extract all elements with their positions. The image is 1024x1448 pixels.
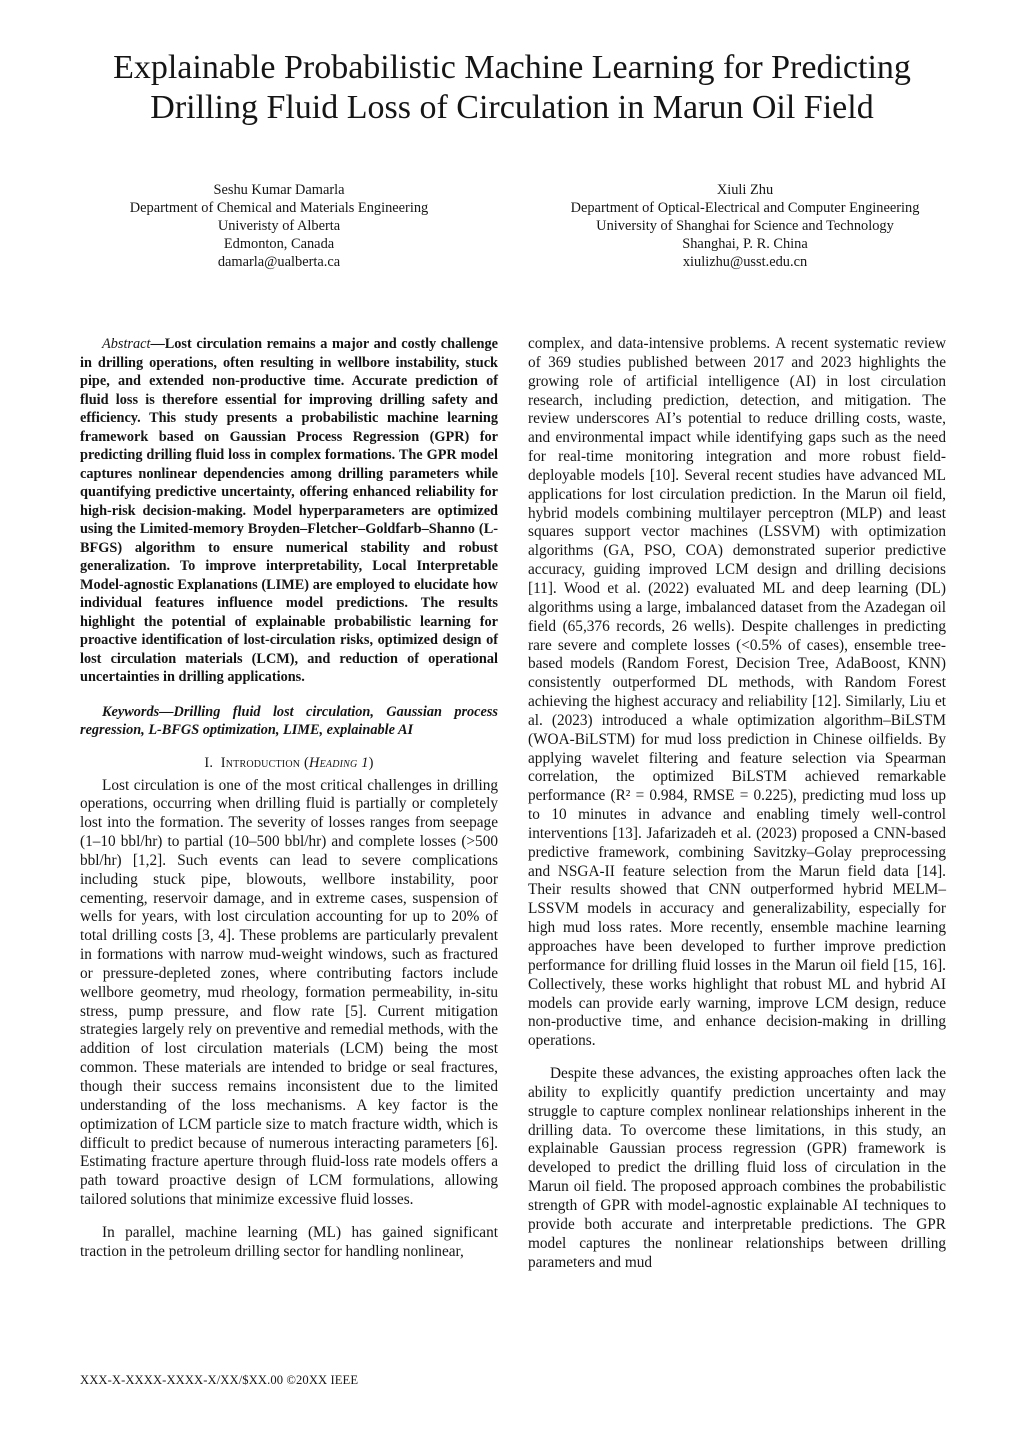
title-line-1: Explainable Probabilistic Machine Learning for Predicting	[113, 49, 911, 86]
author-name: Xiuli Zhu	[716, 182, 774, 198]
keywords-lead: Keywords	[102, 703, 160, 720]
author-email: damarla@ualberta.ca	[217, 254, 341, 270]
author-block-2	[545, 181, 945, 271]
intro-paragraph-1: Lost circulation is one of the most critical challenges in drilling operations, occurring when drilling fluid is partially or completely lost into the formation. The severity of losses ranges from seepage (1–10 bbl/hr) to partial (10–500 bbl/hr) and complete losses (>500 bbl/hr) [1,2]. Such events can lead to severe complications including stuck pipe, blowouts, wellbore instability, poor cementing, reservoir damage, and in extreme cases, suspension of wells for years, with lost circulation accounting for up to 20% of total drilling costs [3, 4]. These problems are particularly prevalent in formations with narrow mud-weight windows, such as fractured or pressure-depleted zones, where contributing factors include wellbore geometry, mud rheology, formation permeability, in-situ stress, pump pressure, and flow rate [5]. Current mitigation strategies largely rely on preventive and remedial methods, with the addition of lost circulation materials (LCM) being the most common. These materials are intended to bridge or seal fractures, though their success remains inconsistent due to the limited understanding of the loss mechanisms. A key factor is the optimization of LCM particle size to match fracture width, which is difficult to predict because of numerous interacting parameters [6]. Estimating fracture aperture through fluid-loss rate models offers a path toward proactive design of LCM formulations, allowing tailored solutions that minimize excessive fluid losses.	[80, 776, 498, 1209]
intro-paragraph-2: In parallel, machine learning (ML) has gained significant traction in the petroleum drilling sector for handling nonlinear,	[80, 1223, 498, 1260]
author-university: University of Shanghai for Science and Technology	[596, 218, 894, 234]
title-line-2: Drilling Fluid Loss of Circulation in Marun Oil Field	[150, 89, 874, 126]
section-heading	[80, 754, 498, 773]
right-column	[528, 335, 946, 1272]
left-column	[80, 335, 498, 1262]
abstract-text: —Lost circulation remains a major and costly challenge in drilling operations, often resulting in wellbore instability, stuck pipe, and extended non-productive time. Accurate prediction of fluid loss is therefore essential for improving drilling safety and efficiency. This study presents a probabilistic machine learning framework based on Gaussian Process Regression (GPR) for predicting drilling fluid loss in complex formations. The GPR model captures nonlinear dependencies among drilling parameters while quantifying predictive uncertainty, offering enhanced reliability for high-risk decision-making. Model hyperparameters are optimized using the Limited-memory Broyden–Fletcher–Goldfarb–Shanno (L-BFGS) algorithm to ensure numerical stability and robust generalization. To improve interpretability, Local Interpretable Model-agnostic Explanations (LIME) are employed to elucidate how individual features influence model predictions. The results highlight the potential of explainable probabilistic learning for proactive identification of lost-circulation risks, optimized design of lost circulation materials (LCM), and reduction of operational uncertainties in drilling applications.	[80, 336, 498, 685]
author-block-1	[99, 181, 459, 271]
heading-paren-close: )	[368, 754, 374, 771]
author-location: Shanghai, P. R. China	[682, 236, 808, 252]
heading-style: Heading 1	[308, 754, 369, 771]
keywords	[80, 703, 498, 740]
heading-paren-open: (	[303, 754, 309, 771]
intro-paragraph-2-continued: complex, and data-intensive problems. A recent systematic review of 369 studies published between 2017 and 2023 highlights the growing role of artificial intelligence (AI) in lost circulation research, including prediction, detection, and mitigation. The review underscores AI’s potential to reduce drilling costs, waste, and environmental impact while identifying gaps such as the need for real-time monitoring integration and more robust field-deployable models [10]. Several recent studies have advanced ML applications for lost circulation prediction. In the Marun oil field, hybrid models combining multilayer perceptron (MLP) and least squares support vector machines (LSSVM) with optimization algorithms (GA, PSO, COA) demonstrated superior predictive accuracy, guiding improved LCM design and drilling decisions [11]. Wood et al. (2022) evaluated ML and deep learning (DL) algorithms using a large, imbalanced dataset from the Azadegan oil field (65,376 records, 26 wells). Despite challenges in predicting rare severe and complete losses (<0.5% of cases), ensemble tree-based models (Random Forest, Decision Tree, AdaBoost, KNN) consistently outperformed DL methods, with Random Forest achieving the highest accuracy and reliability [12]. Similarly, Liu et al. (2023) introduced a whale optimization algorithm–BiLSTM (WOA-BiLSTM) for mud loss prediction in Chinese oilfields. By applying wavelet filtering and feature selection via Spearman correlation, the optimized BiLSTM achieved remarkable performance (R² = 0.984, RMSE = 0.225), predicting mud loss up to 10 minutes in advance and enabling timely well-control interventions [13]. Jafarizadeh et al. (2023) proposed a CNN-based predictive framework, combining Savitzky–Golay preprocessing and NSGA-II feature selection from the Marun field data [14]. Their results showed that CNN outperformed hybrid MELM–LSSVM models in accuracy and generalizability, especially for high mud loss rates. More recently, ensemble machine learning approaches have been developed to further improve prediction performance for drilling fluid losses in the Marun oil field [15, 16]. Collectively, these works highlight that robust ML and hybrid AI models can provide early warning, improve LCM design, reduce non-productive time, and enhance decision-making in drilling operations.	[528, 335, 946, 1050]
author-name: Seshu Kumar Damarla	[213, 182, 345, 198]
author-location: Edmonton, Canada	[223, 236, 335, 252]
copyright-footer: XXX-X-XXXX-XXXX-X/XX/$XX.00 ©20XX IEEE	[80, 1373, 359, 1387]
intro-paragraph-3: Despite these advances, the existing approaches often lack the ability to explicitly quantify prediction uncertainty and may struggle to capture complex nonlinear relationships inherent in the drilling data. To overcome these limitations, in this study, an explainable Gaussian process regression (GPR) framework is developed to predict the drilling fluid loss of circulation in the Marun oil field. The proposed approach combines the probabilistic strength of GPR with model-agnostic explainable AI techniques to provide both accurate and interpretable predictions. The GPR model captures the nonlinear relationships between drilling parameters and mud	[528, 1065, 946, 1271]
keywords-text: —Drilling fluid lost circulation, Gaussian process regression, L-BFGS optimization, LIME, explainable AI	[80, 703, 498, 738]
paper-title	[70, 48, 954, 128]
author-department: Department of Chemical and Materials Engineering	[129, 200, 429, 216]
author-email: xiulizhu@usst.edu.cn	[682, 254, 808, 270]
author-university: Univeristy of Alberta	[217, 218, 341, 234]
heading-number: I.	[204, 754, 214, 771]
heading-label: Introduction	[220, 754, 301, 771]
abstract-lead: Abstract	[102, 336, 151, 352]
abstract	[80, 335, 498, 687]
author-department: Department of Optical-Electrical and Computer Engineering	[570, 200, 920, 216]
